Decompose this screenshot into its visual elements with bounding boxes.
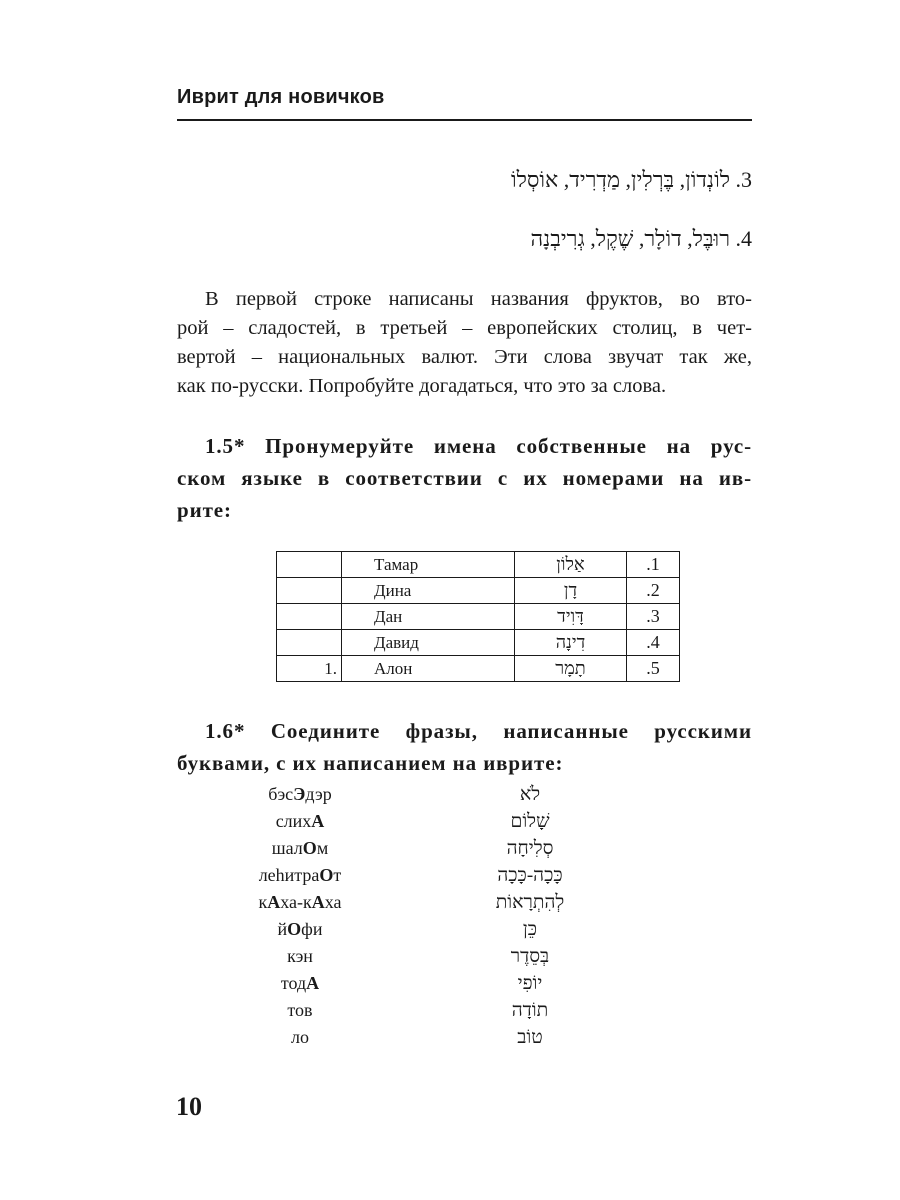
list-item [230, 892, 630, 919]
hebrew-name-cell: אַלוֹן [515, 552, 627, 578]
hebrew-phrase: לְהִתְרָאוֹת [495, 892, 565, 913]
russian-name-cell: Дан [342, 604, 515, 630]
table-row [277, 604, 680, 630]
hebrew-phrase: טוֹב [517, 1027, 543, 1048]
explanation-paragraph [177, 285, 752, 401]
russian-name-cell: Алон [342, 656, 515, 682]
number-cell: .4 [627, 630, 680, 656]
paragraph-line: как по-русски. Попробуйте догадаться, что это за слова. [177, 375, 667, 397]
task-line: буквами, с их написанием на иврите: [177, 751, 564, 775]
phrase-pairs-list [230, 784, 630, 1054]
russian-phrase: бэсЭдэр [268, 784, 332, 804]
paragraph-line: рой – сладостей, в третьей – европейских столиц, в чет- [177, 317, 752, 339]
list-item [230, 973, 630, 1000]
task-line: рите: [177, 498, 232, 522]
hebrew-phrase: תוֹדָה [511, 1000, 549, 1021]
hebrew-line-3 [511, 167, 752, 193]
hebrew-phrase: סְלִיחָה [506, 838, 554, 859]
task-1-6-heading [177, 715, 752, 779]
task-line [177, 715, 752, 747]
number-cell: .5 [627, 656, 680, 682]
hebrew-line-number: 3. [735, 167, 752, 192]
list-item [230, 784, 630, 811]
list-item [230, 946, 630, 973]
hebrew-phrase: שָׁלוֹם [510, 811, 550, 832]
task-line [177, 430, 752, 462]
answer-cell[interactable]: 1. [277, 656, 342, 682]
list-item [230, 1000, 630, 1027]
task-1-5-heading [177, 430, 752, 526]
russian-name-cell: Давид [342, 630, 515, 656]
header-divider [177, 119, 752, 121]
russian-name-cell: Тамар [342, 552, 515, 578]
russian-phrase: леhитраОт [258, 865, 342, 885]
running-head: Иврит для новичков [177, 86, 385, 108]
table-row [277, 552, 680, 578]
russian-phrase: кАха-кАха [258, 892, 342, 912]
list-item [230, 865, 630, 892]
task-line: ском языке в соответствии с их номерами на ив- [177, 466, 752, 490]
russian-name-cell: Дина [342, 578, 515, 604]
russian-phrase: слихА [275, 811, 325, 831]
russian-phrase: тов [287, 1000, 313, 1020]
task-number: 1.6* [205, 719, 246, 743]
matching-table [276, 551, 680, 682]
list-item [230, 1027, 630, 1054]
task-number: 1.5* [205, 434, 246, 458]
hebrew-phrase: בְּסֵדֶר [510, 946, 550, 967]
hebrew-name-cell: תָמָר [515, 656, 627, 682]
russian-phrase: шалОм [271, 838, 329, 858]
task-text: Пронумеруйте имена собственные на рус- [265, 434, 752, 458]
list-item [230, 838, 630, 865]
answer-cell[interactable] [277, 552, 342, 578]
answer-cell[interactable] [277, 630, 342, 656]
russian-phrase: тодА [280, 973, 320, 993]
hebrew-line-4 [530, 226, 752, 252]
hebrew-line-text: לוֹנְדוֹן, בֶּרְלִין, מַדְרִיד, אוֹסְלוֹ [510, 167, 730, 192]
hebrew-phrase: כָּכָה-כָּכָה [497, 865, 563, 886]
hebrew-name-cell: דָּוִיד [515, 604, 627, 630]
paragraph-line: В первой строке написаны названия фруктов, во вто- [205, 288, 752, 310]
hebrew-phrase: כֵּן [522, 919, 538, 940]
number-cell: .1 [627, 552, 680, 578]
russian-phrase: кэн [287, 946, 313, 966]
table-row [277, 656, 680, 682]
number-cell: .2 [627, 578, 680, 604]
russian-phrase: ло [291, 1027, 309, 1047]
hebrew-line-number: 4. [735, 226, 752, 251]
hebrew-name-cell: דִינָה [515, 630, 627, 656]
paragraph-line: вертой – национальных валют. Эти слова звучат так же, [177, 346, 752, 368]
number-cell: .3 [627, 604, 680, 630]
russian-phrase: йОфи [277, 919, 323, 939]
hebrew-line-text: רוּבֶּל, דוֹלָר, שֶׁקֶל, גְרִיבְנָה [530, 226, 730, 251]
list-item [230, 919, 630, 946]
answer-cell[interactable] [277, 578, 342, 604]
page-number: 10 [176, 1092, 202, 1121]
hebrew-phrase: יוֹפִי [517, 973, 543, 994]
task-text: Соедините фразы, написанные русскими [270, 719, 752, 743]
table-row [277, 630, 680, 656]
hebrew-name-cell: דָן [515, 578, 627, 604]
list-item [230, 811, 630, 838]
hebrew-phrase: לֹא [519, 784, 541, 805]
table-row [277, 578, 680, 604]
answer-cell[interactable] [277, 604, 342, 630]
